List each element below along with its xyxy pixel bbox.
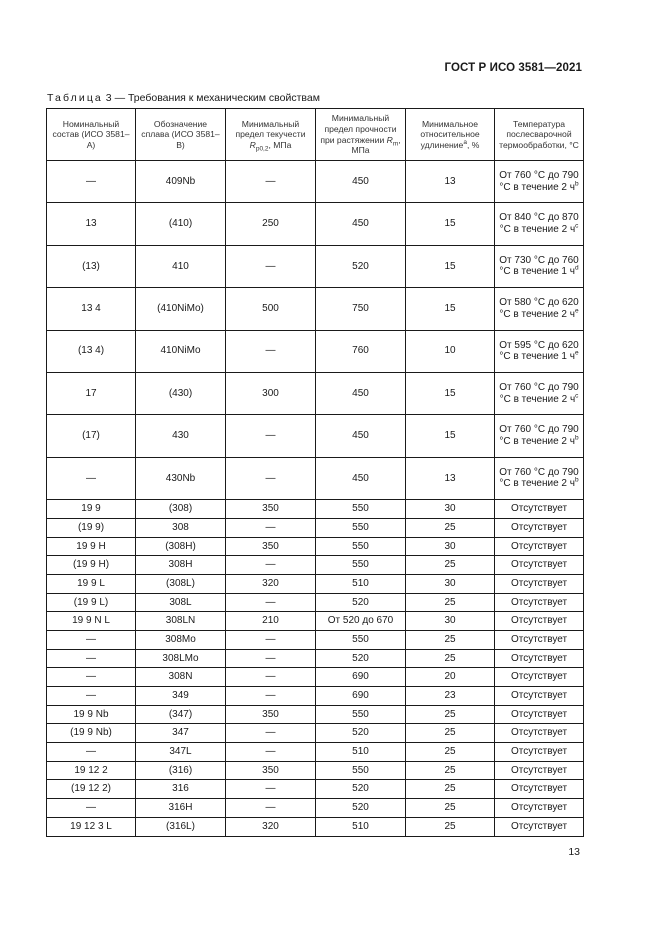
cell-tensile-strength: 450 <box>316 372 406 414</box>
cell-yield-strength: 250 <box>226 203 316 245</box>
table-caption-prefix: Таблица <box>47 92 103 104</box>
cell-alloy-designation: 347L <box>136 743 226 762</box>
cell-alloy-designation: (308) <box>136 500 226 519</box>
cell-pwht-temperature: Отсутствует <box>495 761 584 780</box>
cell-yield-strength: — <box>226 743 316 762</box>
cell-elongation: 30 <box>406 537 495 556</box>
cell-yield-strength: — <box>226 724 316 743</box>
cell-yield-strength: — <box>226 687 316 706</box>
cell-elongation: 23 <box>406 687 495 706</box>
cell-tensile-strength: 450 <box>316 415 406 457</box>
cell-yield-strength: — <box>226 799 316 818</box>
table-row <box>47 649 584 668</box>
cell-nominal-composition: 17 <box>47 372 136 414</box>
cell-yield-strength: 350 <box>226 705 316 724</box>
cell-elongation: 25 <box>406 556 495 575</box>
cell-tensile-strength: 520 <box>316 649 406 668</box>
cell-yield-strength: — <box>226 780 316 799</box>
cell-yield-strength: 350 <box>226 537 316 556</box>
cell-tensile-strength: 550 <box>316 518 406 537</box>
table-row <box>47 330 584 372</box>
table-row <box>47 687 584 706</box>
cell-yield-strength: — <box>226 668 316 687</box>
table-row <box>47 593 584 612</box>
cell-pwht-temperature: От 840 °C до 870 °C в течение 2 $ч^c$ <box>495 203 584 245</box>
cell-alloy-designation: 308LN <box>136 612 226 631</box>
cell-pwht-temperature: Отсутствует <box>495 668 584 687</box>
cell-pwht-temperature: Отсутствует <box>495 799 584 818</box>
cell-nominal-composition: — <box>47 799 136 818</box>
cell-nominal-composition: — <box>47 743 136 762</box>
cell-elongation: 25 <box>406 518 495 537</box>
table-row <box>47 245 584 287</box>
cell-pwht-temperature: Отсутствует <box>495 705 584 724</box>
table-row <box>47 761 584 780</box>
cell-nominal-composition: — <box>47 668 136 687</box>
cell-alloy-designation: (308H) <box>136 537 226 556</box>
cell-tensile-strength: 520 <box>316 245 406 287</box>
cell-elongation: 10 <box>406 330 495 372</box>
cell-nominal-composition: — <box>47 687 136 706</box>
footnote-marker: c <box>575 222 579 230</box>
cell-nominal-composition: (19 9 H) <box>47 556 136 575</box>
cell-pwht-temperature: Отсутствует <box>495 724 584 743</box>
cell-yield-strength: 500 <box>226 288 316 330</box>
cell-nominal-composition: 13 <box>47 203 136 245</box>
table-row <box>47 668 584 687</box>
table-header-row <box>47 109 584 161</box>
cell-elongation: 13 <box>406 161 495 203</box>
cell-pwht-temperature: От 760 °C до 790 °C в течение 2 $ч^b$ <box>495 161 584 203</box>
footnote-marker: e <box>574 349 579 357</box>
footnote-marker: e <box>574 307 579 315</box>
cell-elongation: 15 <box>406 288 495 330</box>
cell-pwht-temperature: От 760 °C до 790 °C в течение 2 $ч^b$ <box>495 457 584 499</box>
cell-alloy-designation: 347 <box>136 724 226 743</box>
cell-nominal-composition: 19 9 L <box>47 574 136 593</box>
cell-tensile-strength: 550 <box>316 761 406 780</box>
cell-alloy-designation: 308 <box>136 518 226 537</box>
header-tensile-strength: Минимальный предел прочности при растяжении $R_m$, МПа <box>316 109 406 161</box>
table-row <box>47 161 584 203</box>
table-row <box>47 500 584 519</box>
table-body <box>47 161 584 837</box>
table-row <box>47 612 584 631</box>
cell-pwht-temperature: Отсутствует <box>495 612 584 631</box>
table-row <box>47 574 584 593</box>
cell-tensile-strength: 450 <box>316 161 406 203</box>
cell-yield-strength: — <box>226 161 316 203</box>
cell-nominal-composition: (19 9) <box>47 518 136 537</box>
cell-alloy-designation: 409Nb <box>136 161 226 203</box>
table-row <box>47 556 584 575</box>
table-caption <box>47 92 320 104</box>
cell-tensile-strength: 550 <box>316 537 406 556</box>
cell-nominal-composition: 19 12 2 <box>47 761 136 780</box>
cell-alloy-designation: 308N <box>136 668 226 687</box>
cell-tensile-strength: 520 <box>316 724 406 743</box>
cell-tensile-strength: 520 <box>316 593 406 612</box>
cell-elongation: 25 <box>406 649 495 668</box>
table-row <box>47 518 584 537</box>
cell-elongation: 30 <box>406 500 495 519</box>
cell-yield-strength: 320 <box>226 817 316 836</box>
cell-alloy-designation: 308H <box>136 556 226 575</box>
cell-tensile-strength: 510 <box>316 817 406 836</box>
header-pwht-temperature: Температура послесварочной термообработки, °C <box>495 109 584 161</box>
table-caption-number: 3 <box>105 92 112 104</box>
cell-elongation: 25 <box>406 724 495 743</box>
table-row <box>47 817 584 836</box>
cell-yield-strength: — <box>226 457 316 499</box>
cell-pwht-temperature: От 760 °C до 790 °C в течение 2 $ч^c$ <box>495 372 584 414</box>
cell-alloy-designation: (347) <box>136 705 226 724</box>
cell-elongation: 15 <box>406 415 495 457</box>
table-row <box>47 203 584 245</box>
cell-elongation: 15 <box>406 245 495 287</box>
cell-alloy-designation: 349 <box>136 687 226 706</box>
cell-nominal-composition: 19 9 N L <box>47 612 136 631</box>
cell-tensile-strength: 690 <box>316 668 406 687</box>
cell-alloy-designation: 430 <box>136 415 226 457</box>
cell-tensile-strength: 550 <box>316 630 406 649</box>
cell-elongation: 25 <box>406 780 495 799</box>
cell-nominal-composition: (19 9 Nb) <box>47 724 136 743</box>
cell-pwht-temperature: Отсутствует <box>495 780 584 799</box>
cell-pwht-temperature: Отсутствует <box>495 649 584 668</box>
cell-tensile-strength: 760 <box>316 330 406 372</box>
table-row <box>47 372 584 414</box>
cell-elongation: 20 <box>406 668 495 687</box>
cell-nominal-composition: (13 4) <box>47 330 136 372</box>
cell-nominal-composition: 19 9 Nb <box>47 705 136 724</box>
cell-nominal-composition: (17) <box>47 415 136 457</box>
footnote-marker: d <box>574 265 579 273</box>
cell-yield-strength: 300 <box>226 372 316 414</box>
mechanical-properties-table <box>46 108 584 837</box>
cell-nominal-composition: — <box>47 649 136 668</box>
cell-alloy-designation: (316) <box>136 761 226 780</box>
cell-pwht-temperature: Отсутствует <box>495 743 584 762</box>
table-row <box>47 780 584 799</box>
header-elongation: Минимальное относительное удлинение$^a$, % <box>406 109 495 161</box>
cell-nominal-composition: — <box>47 161 136 203</box>
cell-pwht-temperature: От 760 °C до 790 °C в течение 2 $ч^b$ <box>495 415 584 457</box>
cell-alloy-designation: 316 <box>136 780 226 799</box>
header-nominal-composition: Номинальный состав (ИСО 3581–A) <box>47 109 136 161</box>
cell-elongation: 25 <box>406 630 495 649</box>
table-row <box>47 743 584 762</box>
cell-elongation: 25 <box>406 593 495 612</box>
cell-yield-strength: — <box>226 556 316 575</box>
cell-tensile-strength: 450 <box>316 457 406 499</box>
cell-alloy-designation: (308L) <box>136 574 226 593</box>
cell-nominal-composition: 13 4 <box>47 288 136 330</box>
cell-tensile-strength: 550 <box>316 500 406 519</box>
cell-yield-strength: — <box>226 518 316 537</box>
cell-nominal-composition: (19 9 L) <box>47 593 136 612</box>
cell-alloy-designation: (316L) <box>136 817 226 836</box>
cell-pwht-temperature: Отсутствует <box>495 687 584 706</box>
cell-tensile-strength: От 520 до 670 <box>316 612 406 631</box>
cell-yield-strength: — <box>226 630 316 649</box>
table-row <box>47 799 584 818</box>
header-yield-strength: Минимальный предел текучести $R_{p0,2}$, МПа <box>226 109 316 161</box>
cell-yield-strength: 350 <box>226 500 316 519</box>
cell-alloy-designation: (430) <box>136 372 226 414</box>
footnote-marker: b <box>574 180 579 188</box>
cell-elongation: 25 <box>406 705 495 724</box>
cell-pwht-temperature: Отсутствует <box>495 537 584 556</box>
cell-alloy-designation: (410NiMo) <box>136 288 226 330</box>
table-row <box>47 457 584 499</box>
cell-yield-strength: — <box>226 649 316 668</box>
cell-pwht-temperature: Отсутствует <box>495 500 584 519</box>
cell-tensile-strength: 550 <box>316 705 406 724</box>
cell-tensile-strength: 510 <box>316 743 406 762</box>
cell-elongation: 25 <box>406 817 495 836</box>
cell-yield-strength: — <box>226 415 316 457</box>
cell-tensile-strength: 550 <box>316 556 406 575</box>
cell-pwht-temperature: От 595 °C до 620 °C в течение 1 $ч^e$ <box>495 330 584 372</box>
cell-pwht-temperature: Отсутствует <box>495 817 584 836</box>
table-row <box>47 630 584 649</box>
cell-nominal-composition: 19 9 <box>47 500 136 519</box>
cell-elongation: 13 <box>406 457 495 499</box>
cell-tensile-strength: 510 <box>316 574 406 593</box>
cell-elongation: 25 <box>406 761 495 780</box>
page-number: 13 <box>568 846 580 858</box>
cell-alloy-designation: 308Mo <box>136 630 226 649</box>
cell-nominal-composition: 19 9 H <box>47 537 136 556</box>
cell-yield-strength: — <box>226 593 316 612</box>
cell-pwht-temperature: Отсутствует <box>495 556 584 575</box>
cell-pwht-temperature: От 730 °C до 760 °C в течение 1 $ч^d$ <box>495 245 584 287</box>
table-row <box>47 537 584 556</box>
footnote-marker: b <box>574 477 579 485</box>
table-row <box>47 288 584 330</box>
table-row <box>47 415 584 457</box>
table-row <box>47 724 584 743</box>
cell-tensile-strength: 450 <box>316 203 406 245</box>
cell-yield-strength: 320 <box>226 574 316 593</box>
cell-tensile-strength: 520 <box>316 780 406 799</box>
cell-yield-strength: — <box>226 245 316 287</box>
cell-elongation: 30 <box>406 612 495 631</box>
cell-nominal-composition: (13) <box>47 245 136 287</box>
cell-elongation: 25 <box>406 743 495 762</box>
footnote-marker: c <box>575 392 579 400</box>
cell-tensile-strength: 750 <box>316 288 406 330</box>
cell-elongation: 15 <box>406 203 495 245</box>
cell-nominal-composition: — <box>47 457 136 499</box>
cell-pwht-temperature: Отсутствует <box>495 593 584 612</box>
table-caption-title: — Требования к механическим свойствам <box>114 92 320 104</box>
cell-pwht-temperature: Отсутствует <box>495 574 584 593</box>
cell-alloy-designation: 316H <box>136 799 226 818</box>
cell-alloy-designation: 410 <box>136 245 226 287</box>
cell-tensile-strength: 690 <box>316 687 406 706</box>
cell-yield-strength: — <box>226 330 316 372</box>
cell-yield-strength: 350 <box>226 761 316 780</box>
cell-nominal-composition: — <box>47 630 136 649</box>
cell-yield-strength: 210 <box>226 612 316 631</box>
cell-alloy-designation: 410NiMo <box>136 330 226 372</box>
footnote-marker: b <box>574 434 579 442</box>
cell-alloy-designation: (410) <box>136 203 226 245</box>
header-alloy-designation: Обозначение сплава (ИСО 3581–B) <box>136 109 226 161</box>
cell-alloy-designation: 430Nb <box>136 457 226 499</box>
cell-pwht-temperature: От 580 °C до 620 °C в течение 2 $ч^e$ <box>495 288 584 330</box>
cell-tensile-strength: 520 <box>316 799 406 818</box>
table-row <box>47 705 584 724</box>
cell-pwht-temperature: Отсутствует <box>495 630 584 649</box>
cell-elongation: 30 <box>406 574 495 593</box>
cell-alloy-designation: 308LMo <box>136 649 226 668</box>
cell-nominal-composition: 19 12 3 L <box>47 817 136 836</box>
cell-elongation: 25 <box>406 799 495 818</box>
cell-pwht-temperature: Отсутствует <box>495 518 584 537</box>
cell-elongation: 15 <box>406 372 495 414</box>
cell-nominal-composition: (19 12 2) <box>47 780 136 799</box>
document-id: ГОСТ Р ИСО 3581—2021 <box>444 62 582 74</box>
cell-alloy-designation: 308L <box>136 593 226 612</box>
